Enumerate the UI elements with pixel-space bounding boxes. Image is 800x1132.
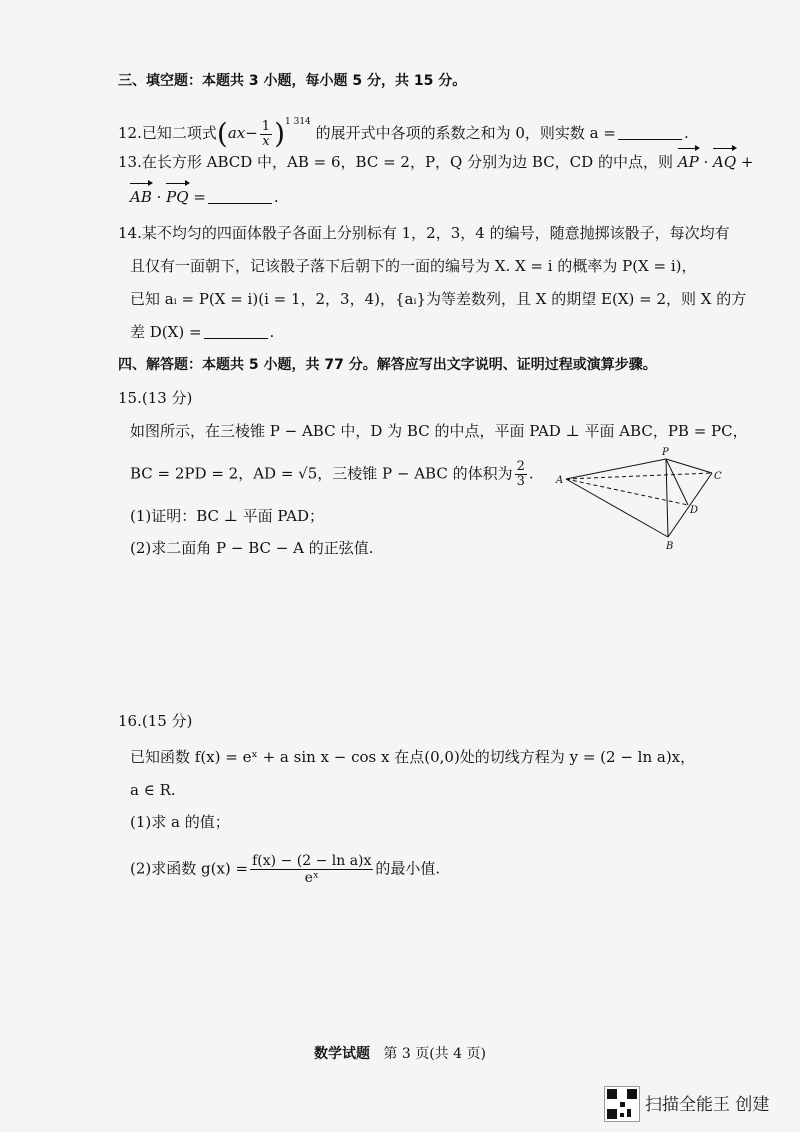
question-14-line2: 且仅有一面朝下，记该骰子落下后朝下的一面的编号为 X. X = i 的概率为 P(X = i)， xyxy=(130,257,697,275)
q13-vector-aq: AQ xyxy=(712,153,737,171)
section-4-heading: 四、解答题：本题共 5 小题，共 77 分。解答应写出文字说明、证明过程或演算步骤。 xyxy=(118,357,657,373)
q12-frac-den: x xyxy=(262,133,270,149)
tetrahedron-figure xyxy=(548,443,738,553)
question-13-line2 xyxy=(130,186,279,208)
q13-number: 13. xyxy=(118,153,142,171)
question-13-line1 xyxy=(118,151,753,173)
q12-number: 12. xyxy=(118,124,142,142)
edge-pb xyxy=(666,459,668,537)
q13-answer-blank[interactable] xyxy=(208,189,272,204)
q13-text: 在长方形 ABCD 中，AB = 6，BC = 2，P，Q 分别为边 BC，CD 的中点，则 xyxy=(141,153,673,171)
q12-frac-num: 1 xyxy=(261,118,271,134)
footer-page: 第 3 页(共 4 页) xyxy=(383,1046,486,1062)
q14-number: 14. xyxy=(118,224,142,242)
q13-vector-ap: AP xyxy=(677,153,699,171)
q12-end: . xyxy=(683,124,689,142)
q15-line2 xyxy=(130,460,534,489)
q12-pre: 已知二项式 xyxy=(141,124,217,142)
q16-line2: a ∈ R. xyxy=(130,781,176,799)
page-footer xyxy=(0,1043,800,1063)
q12-binom-a: ax xyxy=(227,124,246,142)
q16-g-den: eˣ xyxy=(304,870,319,886)
question-14-line4 xyxy=(130,321,274,343)
q13-vector-ab: AB xyxy=(130,188,152,206)
q12-fraction xyxy=(260,120,272,149)
label-c: C xyxy=(714,471,722,482)
q15-line2-end: . xyxy=(528,464,534,483)
question-14-line3: 已知 aᵢ = P(X = i)(i = 1，2，3，4)，{aᵢ}为等差数列，且 X 的期望 E(X) = 2，则 X 的方 xyxy=(130,290,747,308)
q12-minus: − xyxy=(245,124,258,142)
qr-code-icon xyxy=(604,1086,640,1122)
edge-ad-hidden xyxy=(566,479,688,505)
q16-g-num: f(x) − (2 − ln a)x xyxy=(252,853,372,869)
q15-number: 15.(13 分) xyxy=(118,389,193,407)
q15-vol-num: 2 xyxy=(516,459,525,474)
q16-part2 xyxy=(130,853,440,886)
q16-part2-text: (2)求函数 g(x) = xyxy=(130,859,249,878)
q15-part1: (1)证明：BC ⊥ 平面 PAD； xyxy=(130,507,325,525)
q16-line1: 已知函数 f(x) = eˣ + a sin x − cos x 在点(0,0)处的切线方程为 y = (2 − ln a)x， xyxy=(130,748,696,766)
label-a: A xyxy=(556,475,564,486)
question-12 xyxy=(118,111,689,149)
label-d: D xyxy=(690,505,699,516)
q12-right-paren: ) xyxy=(274,117,286,150)
footer-subject: 数学试题 xyxy=(314,1046,371,1062)
q14-text-4: 差 D(X) = xyxy=(130,323,202,341)
edge-pc xyxy=(666,459,712,473)
edge-ac-hidden xyxy=(566,473,712,479)
question-14-line1 xyxy=(118,222,730,244)
q13-dot1: · xyxy=(698,153,713,171)
q15-line2-text: BC = 2PD = 2，AD = √5，三棱锥 P − ABC 的体积为 xyxy=(130,464,513,483)
q12-post: 的展开式中各项的系数之和为 0，则实数 a = xyxy=(315,124,616,142)
q15-line1: 如图所示，在三棱锥 P − ABC 中，D 为 BC 的中点，平面 PAD ⊥ 平面 ABC，PB = PC， xyxy=(130,422,748,440)
q16-part2-end: 的最小值. xyxy=(375,859,441,878)
q14-end: . xyxy=(269,323,275,341)
q13-dot2: · xyxy=(151,188,167,206)
q12-left-paren: ( xyxy=(216,117,228,150)
q15-vol-den: 3 xyxy=(516,474,525,489)
section-3-heading: 三、填空题：本题共 3 小题，每小题 5 分，共 15 分。 xyxy=(118,73,467,89)
q14-text-1: 某不均匀的四面体骰子各面上分别标有 1，2，3，4 的编号，随意抛掷该骰子，每次均有 xyxy=(141,224,730,242)
q15-volume-fraction xyxy=(515,460,527,489)
q16-number: 16.(15 分) xyxy=(118,712,193,730)
label-p: P xyxy=(662,447,669,458)
scanner-watermark: 扫描全能王 创建 xyxy=(645,1095,770,1115)
label-b: B xyxy=(666,541,674,552)
q13-vector-pq: PQ xyxy=(166,188,189,206)
q16-g-fraction xyxy=(250,853,373,886)
q12-exponent: 1 314 xyxy=(285,117,311,127)
q13-plus: + xyxy=(736,153,754,171)
q14-answer-blank[interactable] xyxy=(204,324,268,339)
q13-eq: = xyxy=(188,188,206,206)
edge-ab xyxy=(566,479,668,537)
q16-part1: (1)求 a 的值； xyxy=(130,813,230,831)
q12-answer-blank[interactable] xyxy=(618,125,682,140)
edge-pd xyxy=(666,459,688,505)
q15-part2: (2)求二面角 P − BC − A 的正弦值. xyxy=(130,539,374,557)
q13-end: . xyxy=(273,188,279,206)
